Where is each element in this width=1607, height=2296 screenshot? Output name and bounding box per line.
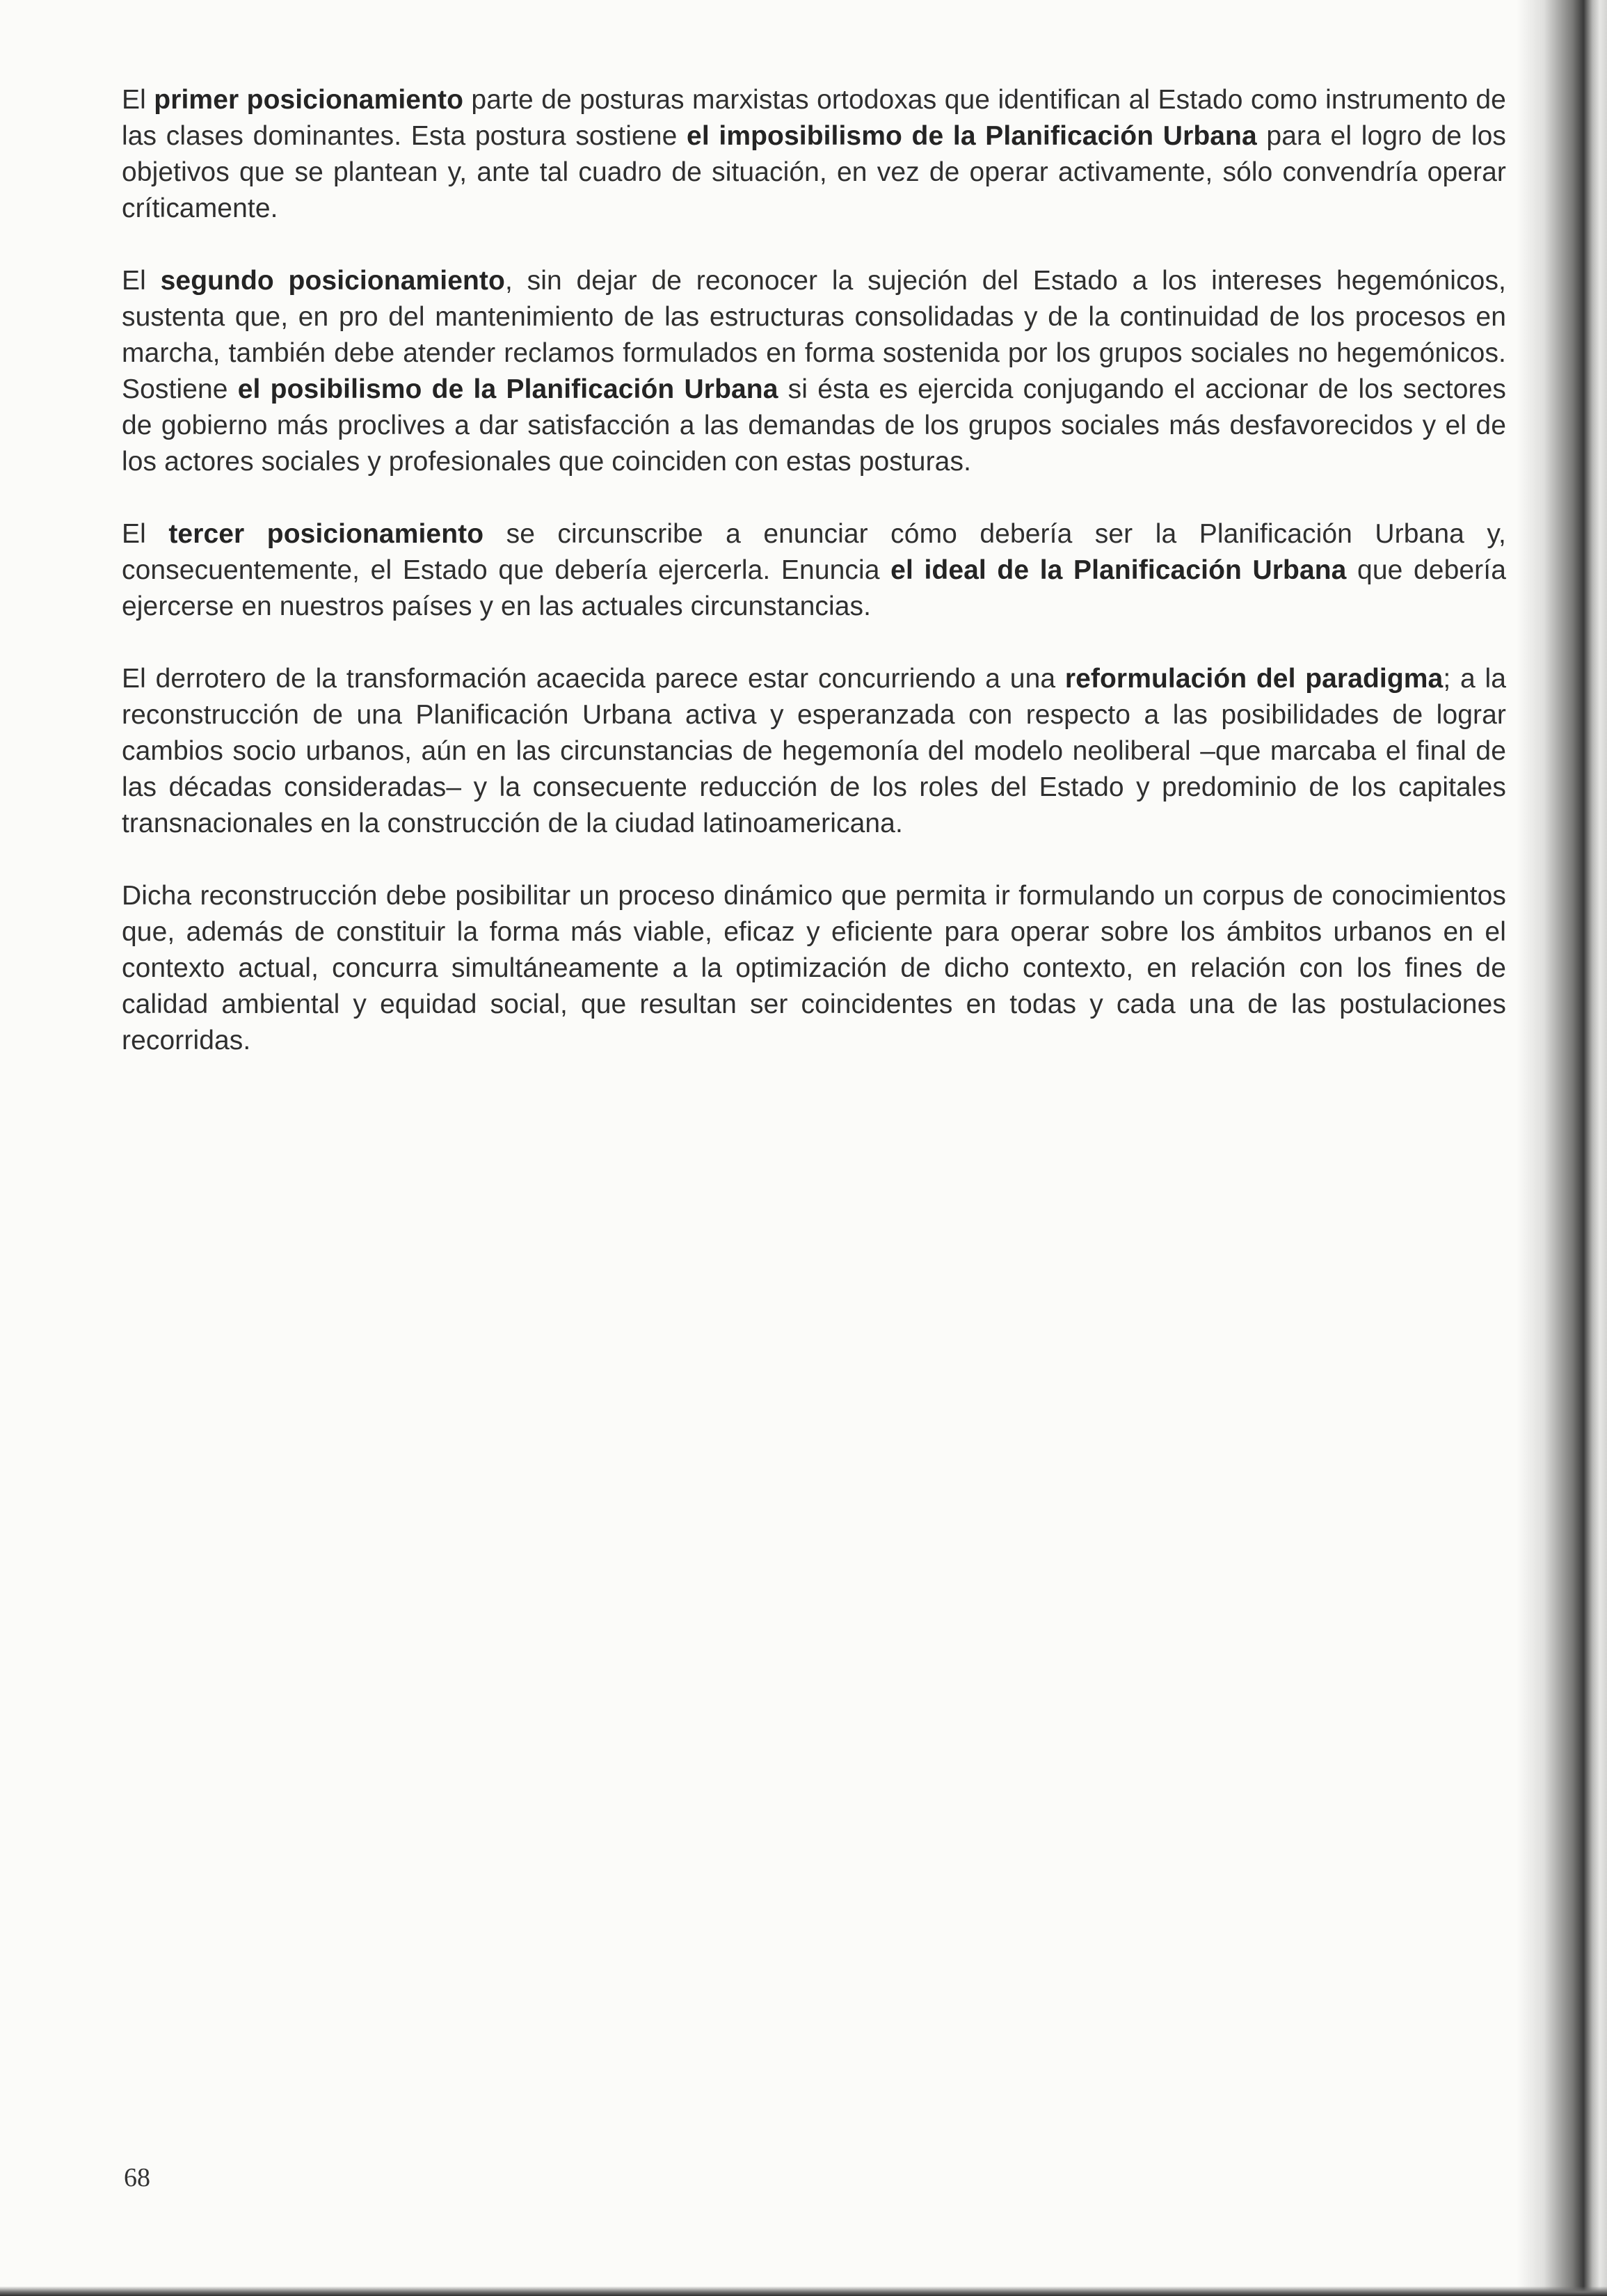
text-run: El [122,266,161,296]
text-run: que debería ejercerse en nuestros países y en las actuales circunstancias. [122,555,1506,621]
text-run: Dicha reconstrucción debe posibilitar un proceso dinámico que permita ir formulando un corpus de conocimientos que, además de constituir la forma más viable, eficaz y eficiente para operar sobre los ámbitos urbanos en el contexto actual, concurra simultáneamente a la optimización de dicho contexto, en relación con los fines de calidad ambiental y equidad social, que resultan ser coincidentes en todas y cada una de las postulaciones recorridas. [122,881,1506,1055]
paragraph-reformulacion-paradigma [122,661,1506,842]
paragraph-reconstruccion [122,878,1506,1059]
bold-phrase: reformulación del paradigma [1064,664,1444,694]
text-run: El derrotero de la transformación acaecida parece estar concurriendo a una [122,664,1065,694]
text-run: si ésta es ejercida conjugando el accionar de los sectores de gobierno más proclives a dar satisfacción a las demandas de los grupos sociales más desfavorecidos y el de los actores sociales y profesionales que coinciden con estas posturas. [122,374,1506,477]
text-run: para el logro de los objetivos que se plantean y, ante tal cuadro de situación, en vez de operar activamente, sólo convendría operar críticamente. [122,121,1506,223]
bold-phrase: el ideal de la Planificación Urbana [890,555,1347,585]
paragraph-tercer-posicionamiento [122,516,1506,625]
page-bottom-edge [0,2286,1607,2296]
text-run: ; a la reconstrucción de una Planificación Urbana activa y esperanzada con respecto a las posibilidades de lograr cambios socio urbanos, aún en las circunstancias de hegemonía del modelo neoliberal –que marcaba el final de las décadas consideradas– y la consecuente reducción de los roles del Estado y predominio de los capitales transnacionales en la construcción de la ciudad latinoamericana. [122,664,1506,838]
bold-phrase: el imposibilismo de la Planificación Urbana [687,121,1257,151]
text-run: El [122,85,154,115]
text-run: , sin dejar de reconocer la sujeción del Estado a los intereses hegemónicos, sustenta que, en pro del mantenimiento de las estructuras consolidadas y de la continuidad de los procesos en marcha, también debe atender reclamos formulados en forma sostenida por los grupos sociales no hegemónicos. Sostiene [122,266,1506,404]
bold-phrase: segundo posicionamiento [160,266,505,296]
text-run: se circunscribe a enunciar cómo debería ser la Planificación Urbana y, consecuentemente, el Estado que debería ejercerla. Enuncia [122,519,1506,585]
text-run: El [122,519,169,549]
text-run: parte de posturas marxistas ortodoxas que identifican al Estado como instrumento de las clases dominantes. Esta postura sostiene [122,85,1506,151]
binding-shadow [1517,0,1607,2296]
paragraph-segundo-posicionamiento [122,263,1506,480]
bold-phrase: primer posicionamiento [154,85,464,115]
paragraph-primer-posicionamiento [122,82,1506,227]
bold-phrase: el posibilismo de la Planificación Urbana [237,374,778,404]
bold-phrase: tercer posicionamiento [168,519,484,549]
body-text [122,82,1506,1095]
page-number: 68 [124,2163,150,2192]
